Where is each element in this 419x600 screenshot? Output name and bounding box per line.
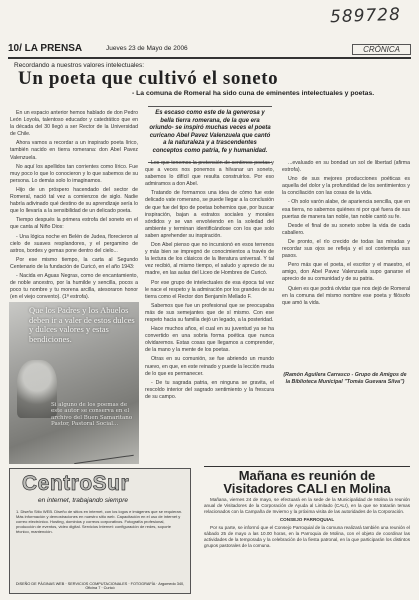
- paragraph: Hace muchos años, el cual en su juventud ya se ha convertido en una sobria forma poética que nunca olvidaremos. Estas cosas que llegamos a comprender, de la mano y la mente de los poetas.: [145, 326, 274, 354]
- subheadline: - La comuna de Romeral ha sido cuna de eminentes intelectuales y poetas.: [132, 90, 375, 97]
- paragraph: Por ese mismo tiempo, la carta al Segundo Centenario de la fundación de Curicó, en el año 1943:: [10, 256, 138, 270]
- paragraph: - De tu sagrada patria, en ninguna se gravita, el rescoldo interior del sagrado sentimiento y la frescura de su campo.: [145, 379, 274, 400]
- paragraph: Tratando de formarnos una idea de cómo fue este delicado vate romerano, se puede llegar a la conclusión de que fue del tipo de poetas bohemios que, por buscar inspiración, bajan a estratos sociales y morales sórdidos y se van envolviendo en la soledad del ambiente y terminan identificándose con los que solo saben aprehender su inspiración.: [145, 190, 274, 239]
- article-2-headline: Mañana es reunión de Visitadores CALI en Molina: [204, 466, 410, 495]
- paragraph: ...evaluado en su bondad un sol de libertad (afirma estrofa).: [282, 160, 410, 174]
- paragraph: Desde el final de su soneto sobre la vida de cada caballero.: [282, 222, 410, 236]
- paragraph: Pero más que el poeta, el escritor y el maestro, el amigo, don Abel Pavez Valenzuela supo ganarse el aprecio de su comunidad y de su patria.: [282, 262, 410, 283]
- paragraph: Tiempo después la primera estrofa del soneto en el que canta al Niño Dios:: [10, 217, 138, 231]
- kicker: Recordando a nuestros valores intelectuales:: [14, 62, 145, 69]
- article-2-body: [204, 497, 410, 595]
- pull-quote: Es escaso como este de la generosa y bella tierra romerana, de la que era oriundo- se inspiró muchas veces el poeta curicano Abel Pavez Valenzuela que cantó a la naturaleza y a trascendentes conceptos como patria, fe y humanidad.: [148, 106, 272, 163]
- paragraph: En un espacio anterior hemos hablado de don Pedro León Loyola, talentoso educador y catedrático que en la década del 30 llegó a ser Rector de la Universidad de Chile.: [10, 110, 138, 138]
- page-number: 10/ LA PRENSA: [8, 43, 83, 54]
- ad-brand-logo: CentroSur: [22, 472, 130, 495]
- collage-caption: Que los Padres y los Abuelos deben ir a valer de estos dulces y dulces valores y estas bendiciones.: [29, 305, 135, 344]
- collage-small-text: Si alguno de los poemas de este autor se conserva en el archivo del Buen Samaritano Pastor, Pastoral Social...: [51, 402, 133, 428]
- ad-body-text: 1. Diseño Sitio WEB. Diseño de sitios en internet, con los logos e imágenes que se requieran. Más información y demostraciones en nuestro sitio web. Capacitación en el uso de internet y correo electrónico. Hosting, dominios y correos corporativos. Fotografía profesional, producción de eventos, video digital. Servicios Internet: configuración de redes, soporte técnico, mantención.: [16, 509, 183, 534]
- ad-footer: DISEÑO DE PÁGINAS WEB · SERVICIOS COMPUTACIONALES · FOTOGRAFÍA · Argomedo 340, Oficina 7 · Curicó: [15, 582, 185, 590]
- paragraph: Uno de sus mejores producciones poéticas es aquella del dolor y la profundidad de los sentimientos y la conciliación con las cosas de la vida.: [282, 176, 410, 197]
- paragraph: No aquí los apellidos tan corrientes como lírico. Fue muy poco lo que lo conocieron y lo que sabemos de su persona. Lo demás solo lo imaginamos.: [10, 163, 138, 184]
- section-heading: CONSEJO PARROQUIAL: [279, 517, 335, 522]
- paragraph: Quien es que podrá olvidar que nos dejó de Romeral en la comuna del mismo nombre ese poeta y filósofo que amó la vida.: [282, 285, 410, 306]
- handwritten-archive-number: 589728: [329, 4, 402, 28]
- paragraph: Los que tenemos la pretensión de sentirnos poetas y que a veces nos ponemos a hilvanar un soneto, sabemos lo difícil que resulta construirlos. Por eso admiramos a don Abel.: [145, 160, 274, 188]
- paragraph: De pronto, el río crecido de todas las miradas y recordar sus ojos se refleja y el sol contempla sus pasos.: [282, 238, 410, 260]
- paragraph: - Nacida en Aguas Negras, como de encantamiento, de noble ancestro, por la humilde y sencilla, pocos a poco tu nombre y tu morena arcilla, atesoraron honor (en el viejo convento). (1ª estrofa).: [10, 272, 138, 301]
- paragraph: Por ese grupo de intelectuales de esa época tal vez le nace el respeto y la admiración por los grandes de su tierra como el Rector don Benjamín Mellado F.: [145, 279, 274, 300]
- author-signature: (Ramón Aguilera Carrasco - Grupo de Amigos de la Biblioteca Municipal "Tomás Guevara Silva"): [283, 372, 407, 385]
- paragraph: - Oh solo varón alabe, de apariencia sencilla, que en esa tierra, no sabemos quiénes ni por qué fuera de sus puertas de manera tan noble, tan noble cantó su fe.: [282, 199, 410, 220]
- signature-mark: [72, 441, 134, 464]
- headline: Un poeta que cultivó el soneto: [18, 68, 279, 89]
- section-label: CRÓNICA: [352, 44, 411, 55]
- ad-slogan: en internet, trabajando siempre: [38, 497, 128, 504]
- paragraph: Don Abel pienso que no incursionó en esos terrenos y más bien se impregnó de conocimientos a través de la lectura de los clásicos de la literatura universal. Y tal vez recibió, al mismo tiempo, el saludo y aprecio de su madre, en las aulas del Liceo de Hombres de Curicó.: [145, 242, 274, 277]
- photo-collage: [9, 302, 139, 464]
- paragraph: - Una lógica noche en Belén de Judea, florecieron al cielo de suaves resplandores, y el pergamino de astros, bordes y gemas pone dentro del cielo...: [10, 233, 138, 254]
- article-column-3: [282, 160, 410, 360]
- paragraph: Por su parte, se informó que el Consejo Parroquial de la comuna realizará también una reunión el sábado 25 de mayo a las 10.00 horas, en la Parroquia de Molina, con el objeto de coordinar las actividades de la temporada y la celebración de la fiesta patronal, en la que participarán los distintos grupos pastorales de la comuna.: [204, 525, 410, 548]
- advertisement: [9, 468, 191, 594]
- publication-date: Jueves 23 de Mayo de 2006: [106, 45, 188, 52]
- paragraph: Otras en su comunión, se fue abriendo un mundo nuevo, en que, en este reinado y puede la lección muda de lo que es permanecer.: [145, 356, 274, 377]
- masthead: [8, 43, 411, 59]
- paragraph: Mañana, viernes 24 de mayo, se efectuará en la sede de la Municipalidad de Molina la reunión anual de Visitadores de la Corporación de Ayuda al Limitado (CALI), en la que se tratarán temas relacionados con la Campaña de Invierno y la próxima visita de las autoridades de la Corporación.: [204, 497, 410, 514]
- paragraph: Sabemos que fue un profesional que se preocupaba más de sus semejantes que de sí mismo. Con ese respeto hacia su familia dejó un legado, a la posteridad.: [145, 302, 274, 323]
- paragraph: Ahora vamos a recordar a un inspirado poeta lírico, también nacido en tierra romerana: don Abel Pavez Valenzuela.: [10, 140, 138, 161]
- paragraph: Hijo de un próspero hacendado del sector de Romeral, nació tal vez a comienzos de siglo. Nadie habría adivinado qué destino de su aprendizaje sería lo que lo llevaría a la sensibilidad de un delicado poeta.: [10, 186, 138, 215]
